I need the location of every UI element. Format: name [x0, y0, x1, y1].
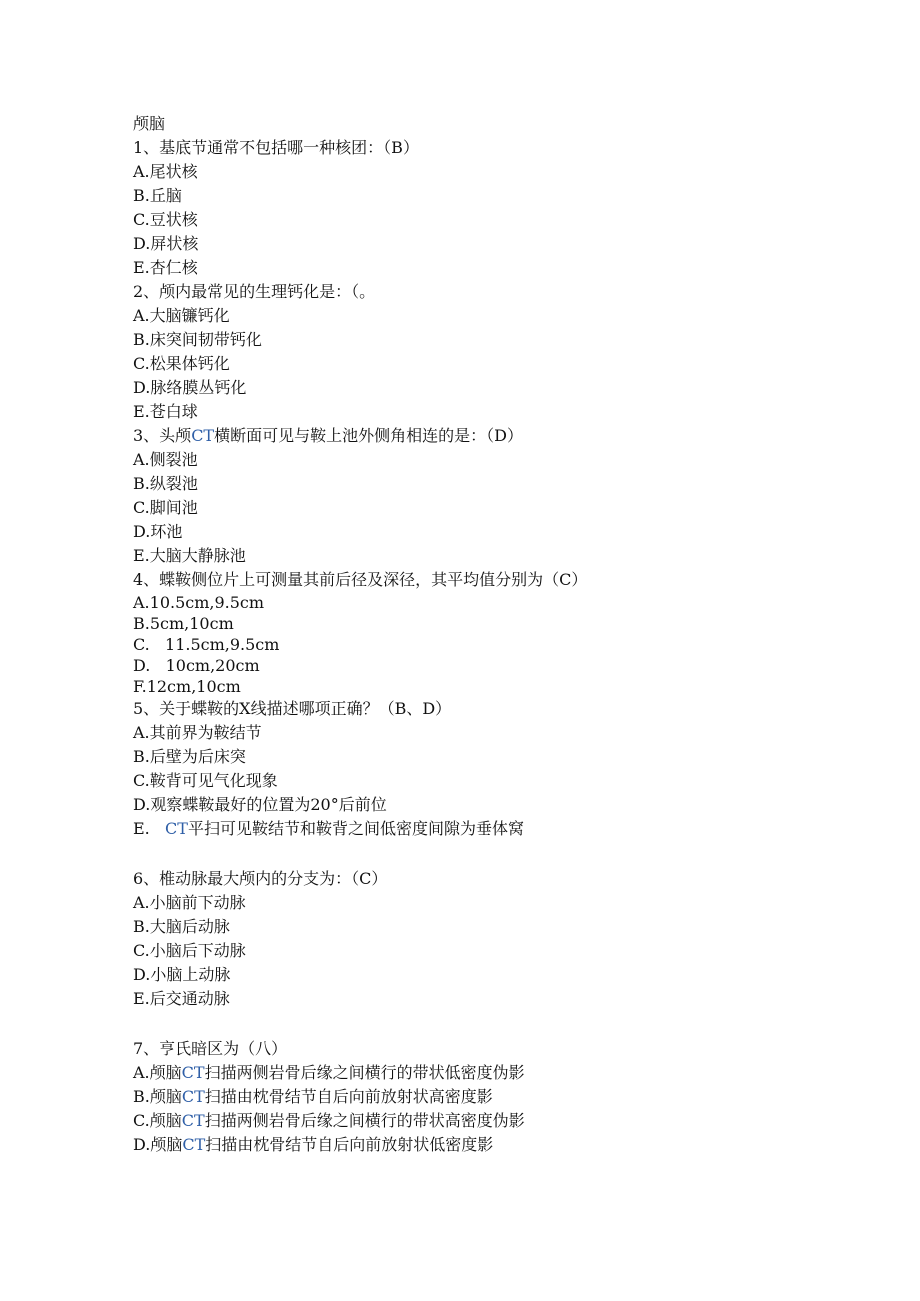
question-2-option-b: B.床突间韧带钙化 [133, 330, 262, 349]
question-3-stem [133, 424, 873, 448]
question-3-stem-ct: CT [191, 426, 215, 445]
question-6-option-e: E.后交通动脉 [133, 989, 230, 1008]
question-5-option-e-suffix: 平扫可见鞍结节和鞍背之间低密度间隙为垂体窝 [187, 819, 524, 838]
spacer [133, 1011, 873, 1037]
question-1-option-e: E.杏仁核 [133, 258, 198, 277]
question-7-option-b [133, 1085, 873, 1109]
question-1-option-b: B.丘脑 [133, 186, 182, 205]
question-7-option-d-suffix: 扫描由枕骨结节自后向前放射状低密度影 [205, 1135, 494, 1154]
document-page [133, 112, 873, 1157]
question-5-option-d: D.观察蝶鞍最好的位置为20°后前位 [133, 795, 387, 814]
question-7-option-a-prefix: A.颅脑 [133, 1063, 182, 1082]
question-7-option-d-prefix: D.颅脑 [133, 1135, 183, 1154]
question-2-option-e: E.苍白球 [133, 402, 198, 421]
question-2-stem: 2、颅内最常见的生理钙化是：（。 [133, 282, 376, 301]
question-7-option-c-suffix: 扫描两侧岩骨后缘之间横行的带状高密度伪影 [204, 1111, 525, 1130]
question-7-stem: 7、亨氏暗区为（八） [133, 1039, 288, 1058]
question-7-option-c [133, 1109, 873, 1133]
question-7-option-a [133, 1061, 873, 1085]
question-7-option-c-ct: CT [181, 1111, 205, 1130]
question-3-option-d: D.环池 [133, 522, 183, 541]
question-3-option-e: E.大脑大静脉池 [133, 546, 246, 565]
question-5-option-b: B.后壁为后床突 [133, 747, 246, 766]
question-6-option-d: D.小脑上动脉 [133, 965, 231, 984]
question-6-option-b: B.大脑后动脉 [133, 917, 230, 936]
question-2-option-a: A.大脑镰钙化 [133, 306, 230, 325]
question-6-option-a: A.小脑前下动脉 [133, 893, 246, 912]
question-4-option-b: B.5cm,10cm [133, 614, 234, 633]
question-7-option-a-ct: CT [181, 1063, 205, 1082]
question-4-stem: 4、蝶鞍侧位片上可测量其前后径及深径，其平均值分别为（C） [133, 570, 588, 589]
question-4-option-d: D. 10cm,20cm [133, 656, 260, 675]
question-3-option-b: B.纵裂池 [133, 474, 198, 493]
question-7-option-d [133, 1133, 873, 1157]
question-2-option-c: C.松果体钙化 [133, 354, 230, 373]
question-7-option-b-suffix: 扫描由枕骨结节自后向前放射状高密度影 [204, 1087, 493, 1106]
question-1-stem: 1、基底节通常不包括哪一种核团：（B） [133, 138, 419, 157]
question-1-option-c: C.豆状核 [133, 210, 198, 229]
question-5-option-e-ct: CT [165, 819, 188, 838]
question-5-stem: 5、关于蝶鞍的X线描述哪项正确？（B、D） [133, 699, 452, 718]
question-4-option-c: C. 11.5cm,9.5cm [133, 635, 280, 654]
question-4-option-a: A.10.5cm,9.5cm [133, 593, 265, 612]
question-1-option-d: D.屏状核 [133, 234, 199, 253]
spacer [133, 841, 873, 867]
question-1-option-a: A.尾状核 [133, 162, 198, 181]
question-3-option-c: C.脚间池 [133, 498, 198, 517]
question-6-option-c: C.小脑后下动脉 [133, 941, 246, 960]
question-3-stem-suffix: 横断面可见与鞍上池外侧角相连的是：（D） [214, 426, 523, 445]
question-5-option-e [133, 817, 873, 841]
question-3-stem-prefix: 3、头颅 [133, 426, 192, 445]
question-7-option-b-prefix: B.颅脑 [133, 1087, 182, 1106]
question-5-option-c: C.鞍背可见气化现象 [133, 771, 278, 790]
question-4-option-f: F.12cm,10cm [133, 677, 241, 696]
question-7-option-b-ct: CT [181, 1087, 205, 1106]
question-5-option-e-prefix: E. [133, 819, 166, 838]
question-7-option-d-ct: CT [182, 1135, 206, 1154]
question-6-stem: 6、椎动脉最大颅内的分支为：（C） [133, 869, 388, 888]
question-7-option-c-prefix: C.颅脑 [133, 1111, 182, 1130]
question-7-option-a-suffix: 扫描两侧岩骨后缘之间横行的带状低密度伪影 [204, 1063, 525, 1082]
question-3-option-a: A.侧裂池 [133, 450, 198, 469]
question-5-option-a: A.其前界为鞍结节 [133, 723, 262, 742]
question-2-option-d: D.脉络膜丛钙化 [133, 378, 247, 397]
document-title: 颅脑 [133, 114, 166, 133]
